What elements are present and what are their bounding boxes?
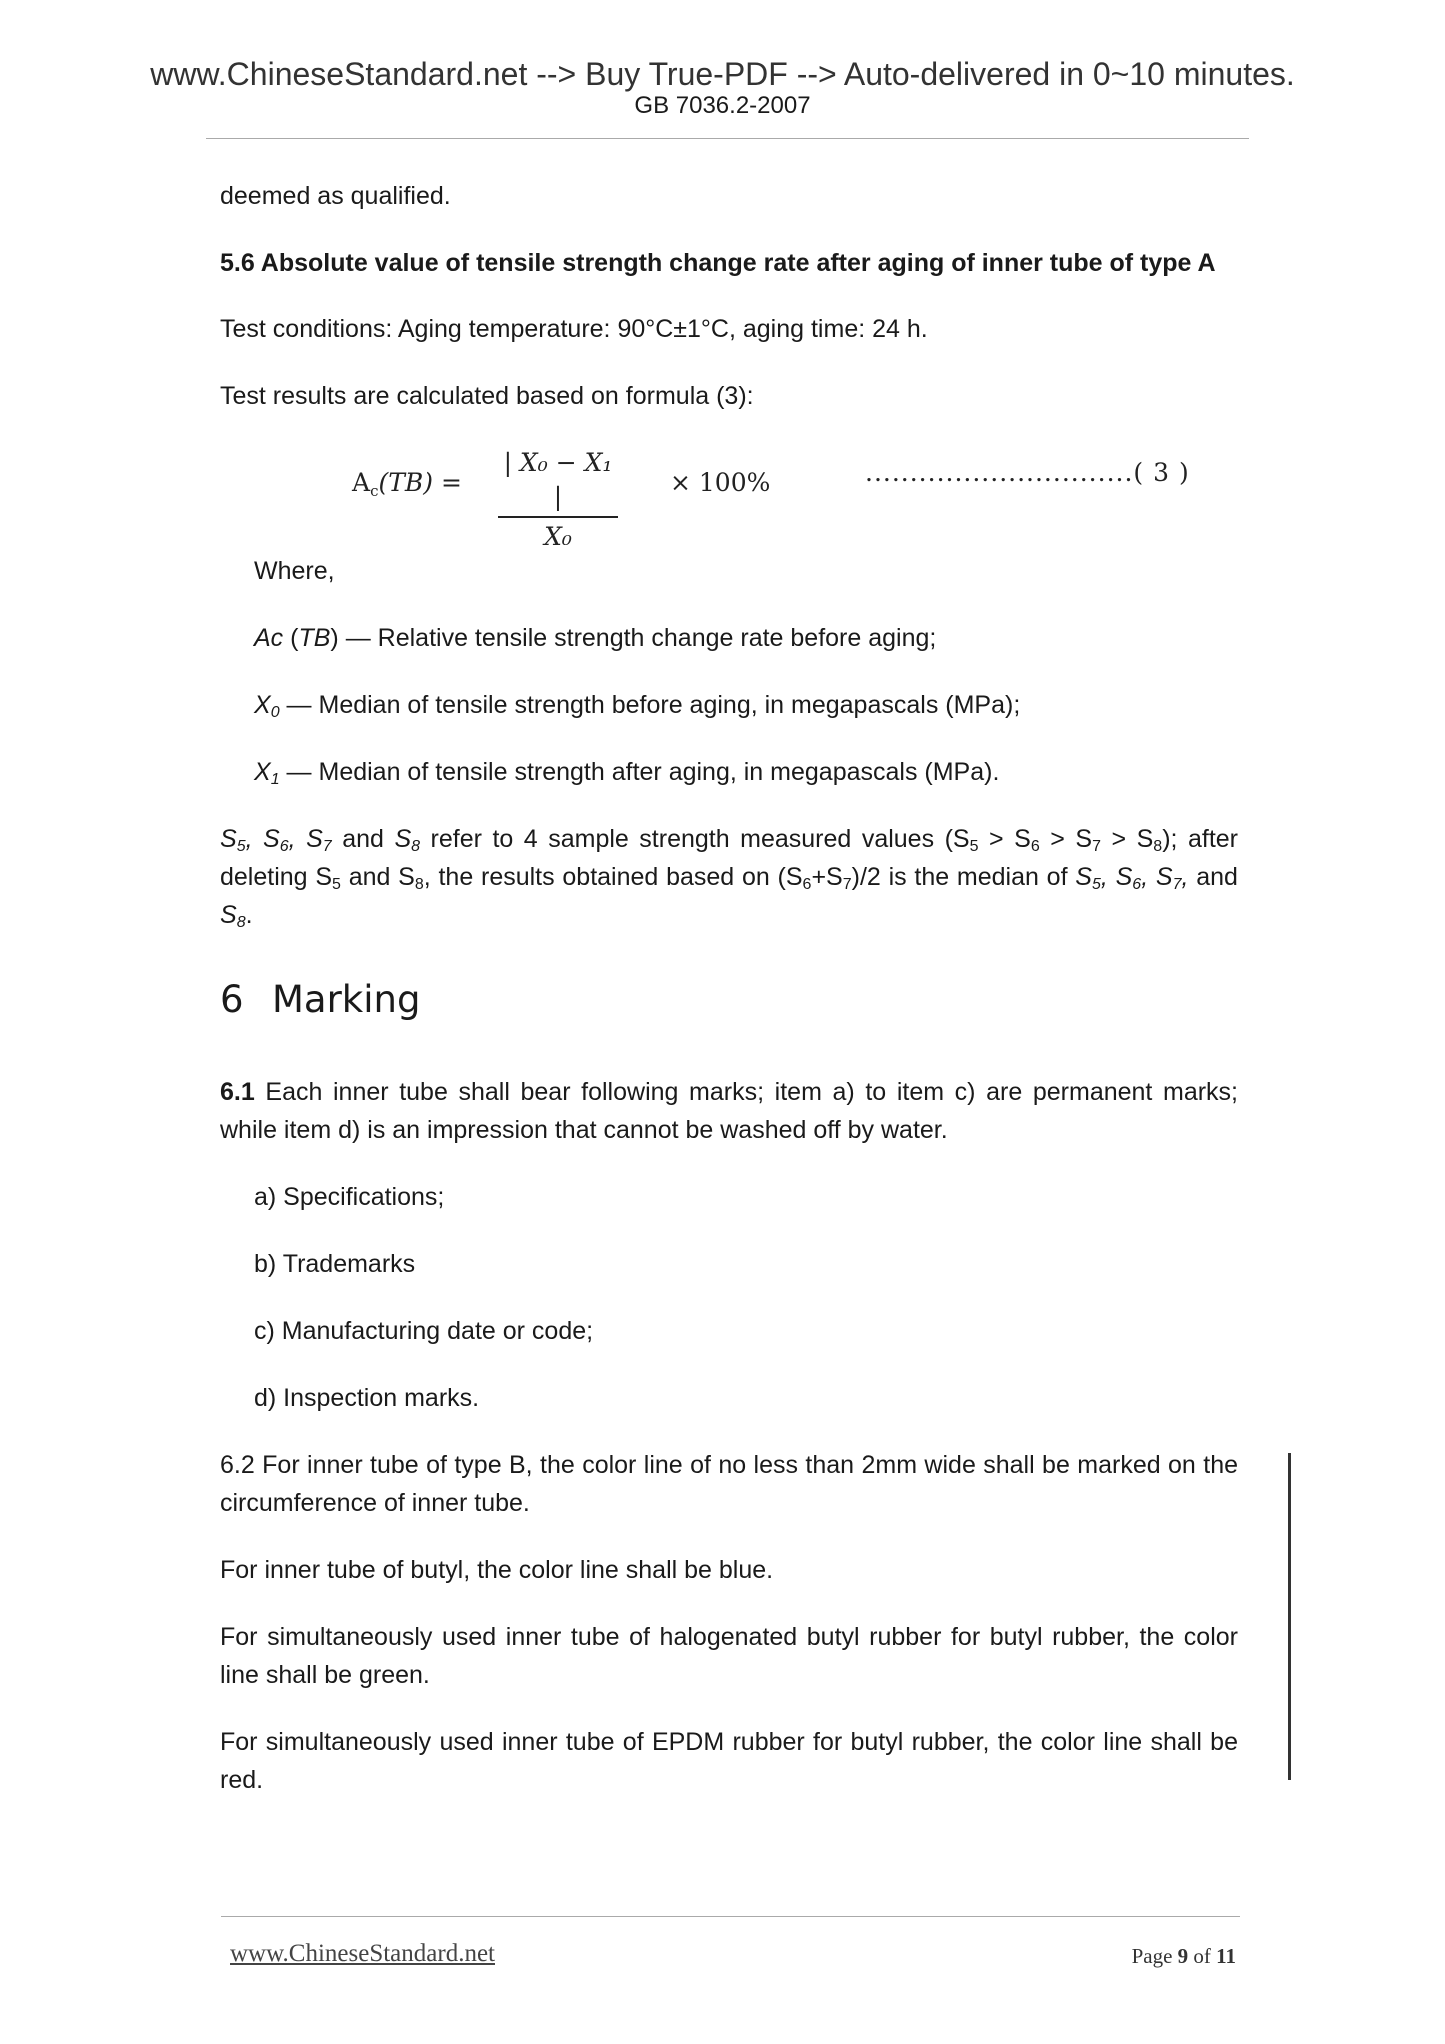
section-6-heading bbox=[220, 978, 420, 1022]
epdm-paragraph: For simultaneously used inner tube of EPDM rubber for butyl rubber, the color line shall be red. bbox=[220, 1728, 1238, 1794]
formula-lhs: $A_c(TB)$ = bbox=[352, 468, 462, 500]
formula-fraction bbox=[498, 446, 618, 554]
x1-symbol: $X_1$ bbox=[254, 758, 280, 788]
ac-arg: TB bbox=[298, 624, 331, 652]
section-6-number: 6 bbox=[220, 978, 244, 1021]
ac-symbol: Ac bbox=[254, 624, 284, 652]
halogenated-paragraph: For simultaneously used inner tube of halogenated butyl rubber for butyl rubber, the color line shall be green. bbox=[220, 1623, 1238, 1689]
list-item-c: c) Manufacturing date or code; bbox=[254, 1317, 594, 1345]
list-item-a: a) Specifications; bbox=[254, 1183, 445, 1211]
fraction-bar bbox=[498, 516, 618, 518]
change-bar bbox=[1288, 1453, 1291, 1780]
butyl-paragraph: For inner tube of butyl, the color line shall be blue. bbox=[220, 1556, 774, 1584]
formula-leader: .............................. bbox=[865, 458, 1134, 487]
clause-6-1 bbox=[220, 1073, 1238, 1149]
footer-website-link[interactable]: www.ChineseStandard.net bbox=[230, 1940, 495, 1967]
x0-symbol: $X_0$ bbox=[254, 691, 280, 721]
formula-denominator: X₀ bbox=[544, 522, 572, 551]
definition-x1 bbox=[254, 753, 1238, 791]
section-6-title: Marking bbox=[272, 978, 421, 1021]
formula-number bbox=[865, 458, 1190, 487]
list-item-b: b) Trademarks bbox=[254, 1250, 416, 1278]
where-label: Where, bbox=[254, 557, 335, 585]
standard-code: GB 7036.2-2007 bbox=[634, 92, 811, 119]
formula-number-label: ( 3 ) bbox=[1133, 458, 1190, 487]
clause-6-1-text: Each inner tube shall bear following marks; item a) to item c) are permanent marks; while item d) is an impression that cannot be washed off by water. bbox=[220, 1078, 1238, 1144]
x0-text: — Median of tensile strength before aging, in megapascals (MPa); bbox=[286, 691, 1021, 719]
definition-ac: Ac (TB) — Relative tensile strength change rate before aging; bbox=[254, 624, 937, 652]
test-results-intro: Test results are calculated based on formula (3): bbox=[220, 382, 754, 410]
paragraph-deemed: deemed as qualified. bbox=[220, 182, 451, 210]
ac-text: — Relative tensile strength change rate before aging; bbox=[345, 624, 937, 652]
page-number: Page 9 of 11 bbox=[1131, 1944, 1236, 1968]
x1-text: — Median of tensile strength after aging, in megapascals (MPa). bbox=[286, 758, 1000, 786]
formula-3 bbox=[352, 446, 792, 551]
formula-rhs: × 100% bbox=[670, 468, 771, 497]
clause-6-2: 6.2 For inner tube of type B, the color line of no less than 2mm wide shall be marked on the circumference of inner tube. bbox=[220, 1451, 1238, 1517]
formula-numerator: | X₀ − X₁ | bbox=[503, 448, 613, 511]
clause-6-1-number: 6.1 bbox=[220, 1078, 255, 1106]
test-conditions: Test conditions: Aging temperature: 90°C±1°C, aging time: 24 h. bbox=[220, 315, 928, 343]
header-divider bbox=[206, 138, 1249, 139]
list-item-d: d) Inspection marks. bbox=[254, 1384, 480, 1412]
median-paragraph: $S_5$, $S_6$, $S_7$ and $S_8$ refer to 4 sample strength measured values $(S_5 > S_6 > S_7 > S_8)$; after deleting $S_5$ and $S_8$, the results obtained based on $(S_6+S_7)/2$ is the median of $S_5$, $S_6$, $S_7$, and $S_8$. bbox=[220, 825, 1239, 931]
footer-divider bbox=[221, 1916, 1240, 1917]
definition-x0 bbox=[254, 686, 1238, 724]
source-banner[interactable]: www.ChineseStandard.net --> Buy True-PDF --> Auto-delivered in 0~10 minutes. bbox=[150, 56, 1295, 92]
section-5-6-heading: 5.6 Absolute value of tensile strength change rate after aging of inner tube of type A bbox=[220, 249, 1216, 277]
